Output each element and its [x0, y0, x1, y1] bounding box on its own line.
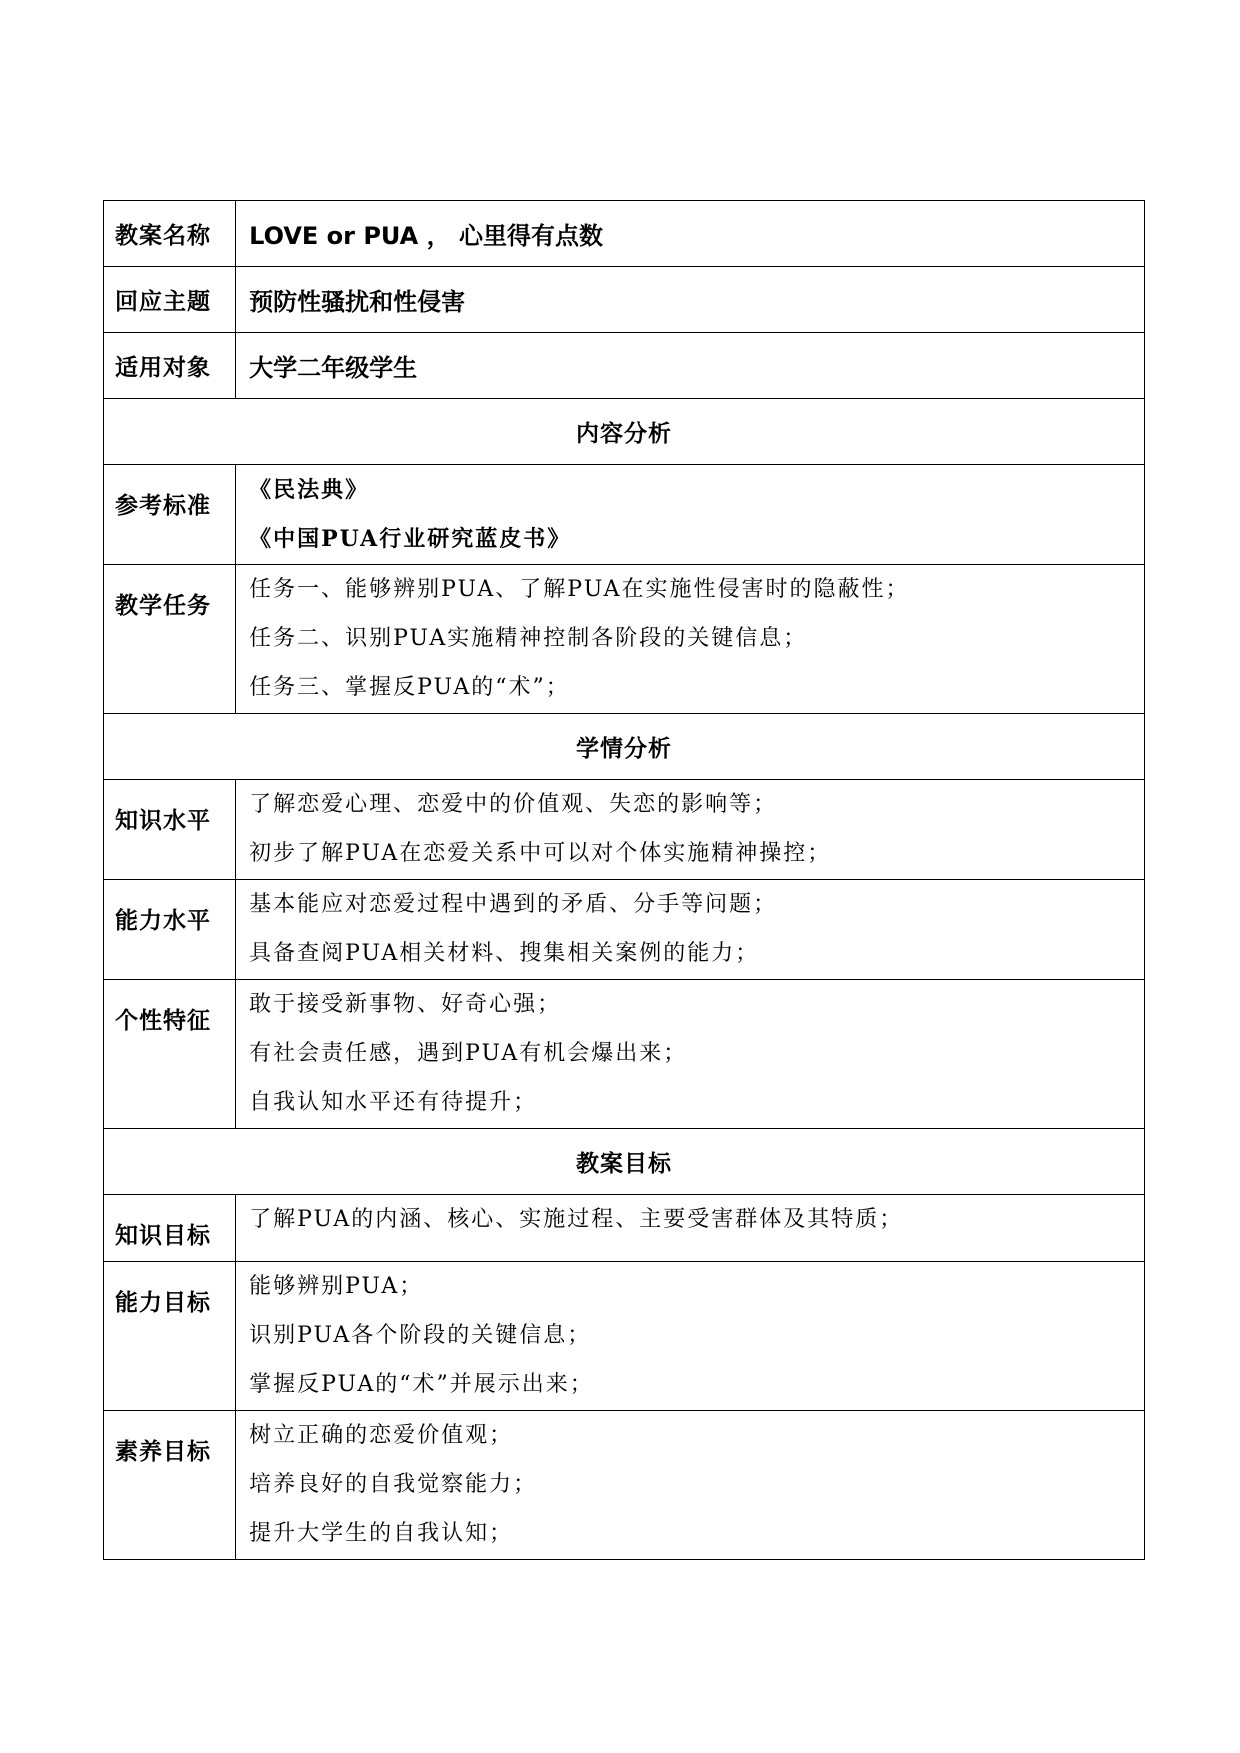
knowledge-level-label: 知识水平	[104, 780, 236, 880]
personality-label: 个性特征	[104, 980, 236, 1129]
knowledge-level-item: 了解恋爱心理、恋爱中的价值观、失恋的影响等；	[249, 792, 778, 817]
literacy-objective-list	[236, 1411, 1145, 1560]
literacy-objective-item: 培养良好的自我觉察能力；	[249, 1472, 538, 1497]
row-ability-level	[104, 880, 1145, 980]
audience-value: 大学二年级学生	[236, 333, 1145, 399]
row-literacy-objective	[104, 1411, 1145, 1560]
task-item: 任务三、掌握反PUA的“术”；	[249, 675, 570, 700]
literacy-objective-item: 树立正确的恋爱价值观；	[249, 1423, 514, 1448]
row-section-learner-analysis	[104, 714, 1145, 780]
lesson-plan-table	[103, 200, 1145, 1560]
ability-objective-list	[236, 1262, 1145, 1411]
theme-value: 预防性骚扰和性侵害	[236, 267, 1145, 333]
personality-list	[236, 980, 1145, 1129]
row-personality	[104, 980, 1145, 1129]
row-section-objectives	[104, 1129, 1145, 1195]
literacy-objective-item: 提升大学生的自我认知；	[249, 1521, 514, 1546]
knowledge-level-item: 初步了解PUA在恋爱关系中可以对个体实施精神操控；	[249, 841, 832, 866]
task-item: 任务二、识别PUA实施精神控制各阶段的关键信息；	[249, 626, 808, 651]
section-title-learner-analysis: 学情分析	[104, 714, 1145, 780]
standards-item: 《中国PUA行业研究蓝皮书》	[249, 526, 572, 552]
knowledge-level-list	[236, 780, 1145, 880]
knowledge-objective-label: 知识目标	[104, 1195, 236, 1262]
row-theme	[104, 267, 1145, 333]
ability-level-list	[236, 880, 1145, 980]
row-section-content-analysis	[104, 399, 1145, 465]
audience-label: 适用对象	[104, 333, 236, 399]
ability-objective-item: 识别PUA各个阶段的关键信息；	[249, 1323, 592, 1348]
ability-objective-item: 能够辨别PUA；	[249, 1274, 424, 1299]
ability-level-label: 能力水平	[104, 880, 236, 980]
section-title-objectives: 教案目标	[104, 1129, 1145, 1195]
ability-objective-label: 能力目标	[104, 1262, 236, 1411]
task-item: 任务一、能够辨别PUA、了解PUA在实施性侵害时的隐蔽性；	[249, 577, 910, 602]
row-knowledge-objective	[104, 1195, 1145, 1262]
lesson-name-label: 教案名称	[104, 201, 236, 267]
lesson-name-value: LOVE or PUA ， 心里得有点数	[236, 201, 1145, 267]
row-knowledge-level	[104, 780, 1145, 880]
personality-item: 有社会责任感，遇到PUA有机会爆出来；	[249, 1041, 688, 1066]
literacy-objective-label: 素养目标	[104, 1411, 236, 1560]
theme-label: 回应主题	[104, 267, 236, 333]
standards-item: 《民法典》	[249, 477, 370, 503]
standards-label: 参考标准	[104, 465, 236, 565]
row-lesson-name	[104, 201, 1145, 267]
row-standards	[104, 465, 1145, 565]
personality-item: 自我认知水平还有待提升；	[249, 1090, 538, 1115]
ability-level-item: 基本能应对恋爱过程中遇到的矛盾、分手等问题；	[249, 892, 778, 917]
personality-item: 敢于接受新事物、好奇心强；	[249, 992, 562, 1017]
tasks-list	[236, 565, 1145, 714]
section-title-content-analysis: 内容分析	[104, 399, 1145, 465]
ability-objective-item: 掌握反PUA的“术”并展示出来；	[249, 1372, 594, 1397]
row-tasks	[104, 565, 1145, 714]
ability-level-item: 具备查阅PUA相关材料、搜集相关案例的能力；	[249, 941, 760, 966]
knowledge-objective-item: 了解PUA的内涵、核心、实施过程、主要受害群体及其特质；	[249, 1207, 904, 1232]
knowledge-objective-list	[236, 1195, 1145, 1262]
standards-list	[236, 465, 1145, 565]
row-audience	[104, 333, 1145, 399]
row-ability-objective	[104, 1262, 1145, 1411]
tasks-label: 教学任务	[104, 565, 236, 714]
